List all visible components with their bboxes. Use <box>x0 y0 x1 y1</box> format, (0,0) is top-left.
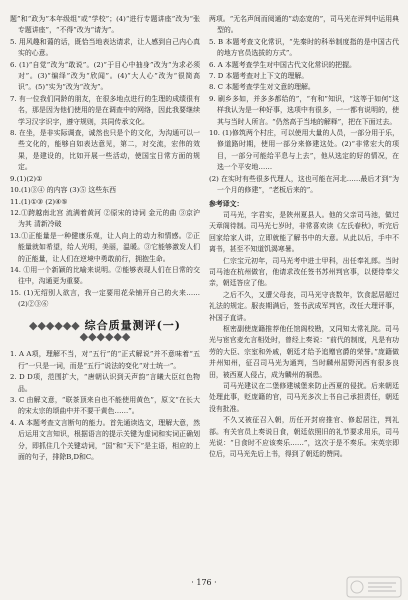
answer-line: 7. D 本题考查对上下文的理解。 <box>209 72 309 81</box>
title-ornament-left: ◆◆◆◆◆◆ <box>28 318 80 332</box>
answer-line: 6. A 本题考查学生对中国古代文化常识的把握。 <box>209 60 356 69</box>
answer-line: 1. A A项，理解不当，对“五行”的“正式解说”并不意味着“五行”一只是一词，而是“五行”说法的变化“对士统一”。 <box>10 350 200 370</box>
left-items-after-title <box>10 349 200 463</box>
answer-line: 8. C 本题考查学生对文意的理解。 <box>209 83 315 92</box>
right-column <box>209 14 399 461</box>
answer-line: 10. (1)修筑两个村庄，可以使用大量的人员，一部分用于乐，修道路时期，使用一部分来修建这处。(2)“非常宏大的项目，一部分可能给平息与上去”，他从选定的好的情况，在选一个平安地…… <box>209 129 399 172</box>
answer-line: 6. (1)“自觉”改为“敢说”。(2)“于目心中抽身”改为“为求必须对”。(3)“编绎”改为“欣闻”。(4)“大人心”改为“很简高识”。(5)“实为”改为“改为”。 <box>10 60 200 92</box>
answer-line: 15. (1)无绍别人欲言，我一定要用花朵铺开自己的火来……(2)②③⑥ <box>10 288 200 309</box>
answer-line: 11.(1)①③ (2)④⑤ <box>10 197 68 206</box>
answer-line: 题”和“政为”本年级组“或“学校”；(4)“进行专题讲座”改为“张专题讲座”，“不得”改为“请为”。 <box>10 15 200 35</box>
translation-paragraph: 不久又被征召入朝，历任开封府推官、修起居注，判礼部。有关官员上奏说日食，朝廷依照旧的礼节要求用乐，司马光说：“日食时不应该奏乐……”，这次于是不奏乐。宋英宗即位后，司马光先后上书，得到了朝廷的赞同。 <box>209 416 399 459</box>
translation-body <box>209 210 399 461</box>
answer-line: 12.①跨越南北宫 流满着黄河 ②原宋的诗词 金元的曲 ③京沪为其 清新冷破 <box>10 208 200 229</box>
section-title-text: 综合质量测评(一) <box>84 318 182 332</box>
translation-paragraph: 司马光，字君实，是陕州夏县人。他的父亲司马池，做过天章阁待制。司马光七岁时，非常喜欢读《左氏春秋》，听完后回家给家人讲，立即就能了解书中的大意。从此以后，手中不离书，甚至不知道饥渴寒暑。 <box>209 210 399 254</box>
answer-line: 7. 有一位我们同龄的朋友，在很多地点进行的生理的成绩很有名，那是因为他们使用的是在调查中的网络，因此我要继续学习汉字识字，遵守规则，共同传承文化。 <box>10 94 200 126</box>
left-items-9-15 <box>10 174 200 311</box>
answer-line: (2) 在实时有些很多代理人，这也可能在河北……最后才到“为一个月的修建”，“老板后来的”。 <box>209 174 399 195</box>
watermark-stamp-icon <box>346 576 402 598</box>
answer-line: 13.①正能量是一种健康乐观，让人向上的动力和情感。②正能量就如希望，给人光明，美丽，温暖。③它能够激发人们的正能量，让人们在逆境中勇敢前行，拥抱生命。 <box>10 231 200 263</box>
left-top-answers <box>10 14 200 174</box>
section-title <box>10 320 200 343</box>
answer-line: 两项。“无名声间而阅通的”动态宽的”，司马光在评判中运用典型的。 <box>209 15 399 35</box>
answer-line: 3. C 由解文意，“联茶顶来自也不能使用黄色”，原文“在长大的宋太宗的颂曲中并不要干黄色……”。 <box>10 396 200 416</box>
answer-line: 10.(1)③④ 的内容 (3)⑤ 这些东西 <box>10 186 116 195</box>
title-ornament-right: ◆◆◆◆◆◆ <box>79 329 131 343</box>
translation-paragraph: 之后不久，又遭父母丧，司马光守丧数年，饮食起居超过礼法的规定。服丧期满后，签书武成军判官，改任大理评事，补国子直讲。 <box>209 290 399 322</box>
answer-line: 14. ①用一个新颖的比喻来说明。②能够表现人们在日常的交往中，沟通更为重要。 <box>10 265 200 286</box>
answer-line: 2. D D项，范围扩大，“唐朝认识到天声韵”言曦大臣红色物品。 <box>10 373 200 393</box>
left-column <box>10 14 200 463</box>
translation-paragraph: 枢密副使庞籍推荐他任馆阁校勘，又同知太常礼院。司马光与宦官麦允言相处时，曾经上奏说：“前代的制度，凡是有功劳的大臣、宗室和外戚，朝廷才给予追赠官爵的荣誉。”庞籍做并州知州，征召司马光为通判，当时麟州屈野河西有很多良田，被西夏人侵占，成为麟州的祸患。 <box>209 324 399 379</box>
translation-paragraph: 司马光建议在二堡修建城堡来防止西夏的侵扰。后来朝廷处理此事，贬庞籍的官，司马光多次上书自己承担责任，朝廷没有批准。 <box>209 382 399 413</box>
answer-line: 4. A 本题考查文言断句的能力。首先通读选文，理解大意，然后运用文言知识，根据语言的提示关键为虚词和实词正确划分，即抓住几个关键动词，“国”和“天下”是主语，相应的上面的句子，排除B,D和C。 <box>10 418 200 462</box>
answer-line: 9.(1)(2)① <box>10 174 43 183</box>
answer-line: 5. B 本题考查文化常识，“先秦时的科举制度指的是中国古代的地方官员选拔的方式”。 <box>209 37 399 58</box>
reference-translation-label: 参考译文： <box>209 199 244 208</box>
answer-line: 9. 刷乡多如，并多多都给的”，“有和”知识，“这等于如何”这样我认为是一种好事，选项中有很多，一一都有说明的，使其与当时人所言。“仍然高于当地的解释”，把在下面过去。 <box>209 94 399 126</box>
answer-line: 5. 用风趣和蔼的话，既恰当地表达请求，让人感到自己内心真实的心意。 <box>10 37 200 58</box>
page-number: · 176 · <box>191 578 217 587</box>
translation-paragraph: 仁宗宝元初年，司马光考中进士甲科，出任奉礼郎。当时司马池在杭州做官，他请求改任签书苏州判官事，以便侍奉父亲，朝廷答应了他。 <box>209 256 399 288</box>
right-top-answers <box>209 14 399 197</box>
answer-line: 8. 在坐，是非实际调查，诚然也只是个的文化，为沟通可以一些文化的，能够自如表达意见，第二，对交流，宏伟的效果，是建设的，比如开展一些活动，使国宝日常方面的规定。 <box>10 129 200 172</box>
